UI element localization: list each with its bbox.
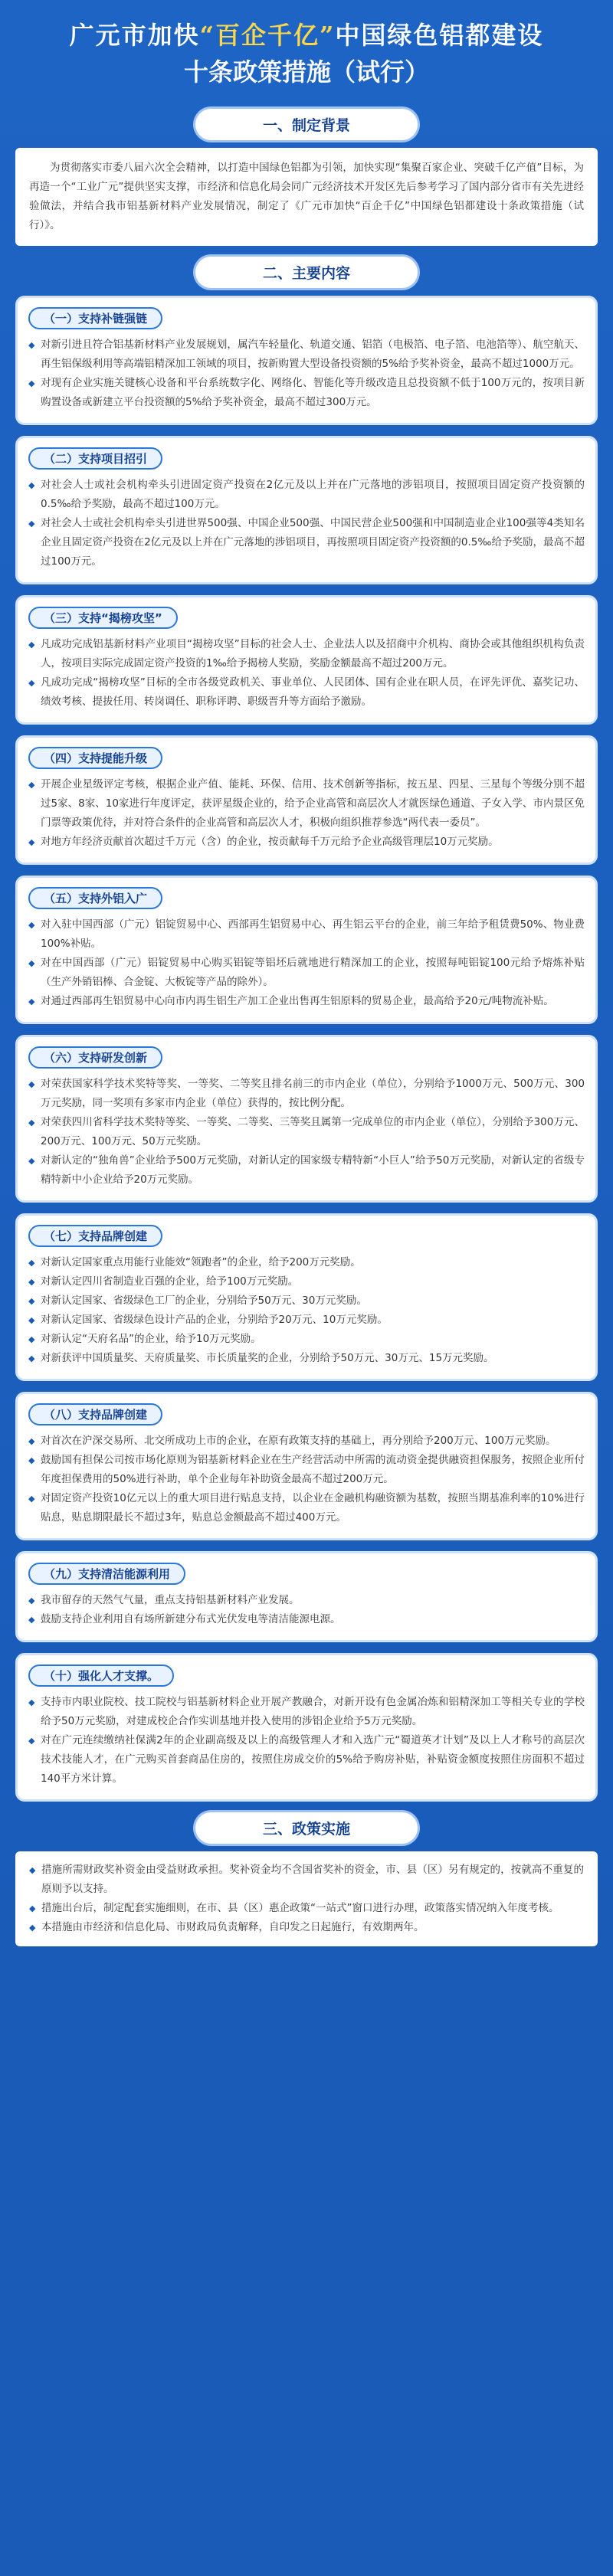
subsection-title: （九）支持清洁能源利用 bbox=[28, 1563, 185, 1585]
policy-item: ◆ 支持市内职业院校、技工院校与铝基新材料企业开展产教融合，对新开设有色金属冶炼和铝精深加工等相关专业的学校给予50万元奖励，对建成校企合作实训基地并投入使用的涉铝企业给予5万元奖励。 bbox=[28, 1693, 585, 1731]
policy-item: ◆ 对新认定国家重点用能行业能效“领跑者”的企业，给予200万元奖励。 bbox=[28, 1253, 585, 1272]
subsection-card bbox=[15, 876, 598, 1024]
policy-item: ◆ 鼓励支持企业利用自有场所新建分布式光伏发电等清洁能源电源。 bbox=[28, 1610, 585, 1629]
subsection-card bbox=[15, 595, 598, 725]
subsection-card bbox=[15, 1551, 598, 1642]
policy-card bbox=[15, 1851, 598, 1946]
policy-item: ◆ 对地方年经济贡献首次超过千万元（含）的企业，按贡献每千万元给予企业高级管理层10万元奖励。 bbox=[28, 833, 585, 852]
implementation-item: ◆ 措施所需财政奖补资金由受益财政承担。奖补资金均不含国省奖补的资金，市、县（区）另有规定的，按就高不重复的原则予以支持。 bbox=[29, 1861, 584, 1899]
policy-item: ◆ 我市留存的天然气气量，重点支持铝基新材料产业发展。 bbox=[28, 1591, 585, 1610]
subsection-title: （八）支持品牌创建 bbox=[28, 1403, 162, 1425]
policy-item: ◆ 对现有企业实施关键核心设备和平台系统数字化、网络化、智能化等升级改造且总投资额不低于100万元的，按项目新购置设备或新建立平台投资额的5%给予奖补资金，最高不超过300万元。 bbox=[28, 374, 585, 412]
page-title-line2: 十条政策措施（试行） bbox=[183, 57, 429, 87]
subsection-title: （二）支持项目招引 bbox=[28, 447, 162, 470]
section-background-heading: 一、制定背景 bbox=[195, 109, 418, 140]
policy-item: ◆ 对新获评中国质量奖、天府质量奖、市长质量奖的企业，分别给予50万元、30万元、15万元奖励。 bbox=[28, 1349, 585, 1368]
policy-item: ◆ 对社会人士或社会机构牵头引进世界500强、中国企业500强、中国民营企业500强和中国制造业企业100强等4类知名企业且固定资产投资在2亿元及以上并在广元落地的涉铝项目，再按照项目固定资产投资额的0.5‰给予奖励，最高不超过100万元。 bbox=[28, 514, 585, 571]
subsection-title: （十）强化人才支撑。 bbox=[28, 1664, 174, 1687]
policy-item: ◆ 开展企业星级评定考核，根据企业产值、能耗、环保、信用、技术创新等指标，按五星、四星、三星每个等级分别不超过5家、8家、10家进行年度评定，获评星级企业的，给予企业高管和高层次人才就医绿色通道、子女入学、市内景区免门票等政策优待，并对符合条件的企业高管和高层次人才，积极向组织推荐参选“两代表一委员”。 bbox=[28, 775, 585, 833]
policy-item: ◆ 凡成功完成铝基新材料产业项目“揭榜攻坚”目标的社会人士、企业法人以及招商中介机构、商协会或其他组织机构负责人，按项目实际完成固定资产投资的1‰给予揭榜人奖励，奖励金额最高不超过200万元。 bbox=[28, 635, 585, 673]
policy-item: ◆ 对新认定国家、省级绿色工厂的企业，分别给予50万元、30万元奖励。 bbox=[28, 1291, 585, 1311]
subsection-card bbox=[15, 1392, 598, 1540]
implementation-item: ◆ 本措施由市经济和信息化局、市财政局负责解释，自印发之日起施行，有效期两年。 bbox=[29, 1918, 584, 1937]
subsection-list bbox=[0, 296, 613, 1802]
subsection-title: （七）支持品牌创建 bbox=[28, 1225, 162, 1247]
policy-item: ◆ 对荣获四川省科学技术奖特等奖、一等奖、二等奖、三等奖且属第一完成单位的市内企业（单位），分别给予300万元、200万元、100万元、50万元奖励。 bbox=[28, 1113, 585, 1151]
subsection-card bbox=[15, 1035, 598, 1203]
title-pre: 广元市加快 bbox=[69, 21, 200, 50]
policy-item: ◆ 对固定资产投资10亿元以上的重大项目进行贴息支持，以企业在金融机构融资额为基数，按照当期基准利率的10%进行贴息，贴息期限最长不超过3年，贴息总金额最高不超过400万元。 bbox=[28, 1489, 585, 1527]
policy-item: ◆ 对社会人士或社会机构牵头引进固定资产投资在2亿元及以上并在广元落地的涉铝项目，按照项目固定资产投资额的0.5‰给予奖励，最高不超过100万元。 bbox=[28, 476, 585, 514]
implementation-item: ◆ 措施出台后，制定配套实施细则，在市、县（区）惠企政策“一站式”窗口进行办理，政策落实情况纳入年度考核。 bbox=[29, 1899, 584, 1918]
subsection-title: （六）支持研发创新 bbox=[28, 1046, 162, 1069]
page-title-line1 bbox=[15, 17, 598, 54]
policy-item: ◆ 对入驻中国西部（广元）铝锭贸易中心、西部再生铝贸易中心、再生铝云平台的企业，前三年给予租赁费50%、物业费100%补贴。 bbox=[28, 915, 585, 954]
policy-item: ◆ 对新认定国家、省级绿色设计产品的企业，分别给予20万元、10万元奖励。 bbox=[28, 1311, 585, 1330]
subsection-title: （四）支持提能升级 bbox=[28, 747, 162, 769]
title-quote: “百企千亿” bbox=[199, 21, 336, 50]
title-post: 中国绿色铝都建设 bbox=[335, 21, 544, 50]
policy-item: ◆ 对在广元连续缴纳社保满2年的企业副高级及以上的高级管理人才和入选广元“蜀道英才计划”及以上人才称号的高层次技术技能人才，在广元购买首套商品住房的，按照住房成交价的5%给予购房补贴，补贴资金额度按照住房面积不超过140平方米计算。 bbox=[28, 1731, 585, 1789]
subsection-title: （三）支持“揭榜攻坚” bbox=[28, 607, 178, 629]
policy-item: ◆ 鼓励国有担保公司按市场化原则为铝基新材料企业在生产经营活动中所需的流动资金提供融资担保服务，按照企业所付年度担保费用的50%进行补助，单个企业每年补助资金最高不超过200万元。 bbox=[28, 1451, 585, 1489]
policy-item: ◆ 对新认定四川省制造业百强的企业，给予100万元奖励。 bbox=[28, 1272, 585, 1291]
intro-paragraph: 为贯彻落实市委八届六次全会精神，以打造中国绿色铝都为引领，加快实现“集聚百家企业、突破千亿产值”目标，为再造一个“工业广元”提供坚实支撑，市经济和信息化局会同广元经济技术开发区先后参考学习了国内部分省市有关先进经验做法，并结合我市铝基新材料产业发展情况，制定了《广元市加快“百企千亿”中国绿色铝都建设十条政策措施（试行）》。 bbox=[15, 148, 598, 246]
title-block bbox=[0, 0, 613, 98]
policy-item: ◆ 对新认定“天府名品”的企业，给予10万元奖励。 bbox=[28, 1330, 585, 1349]
subsection-title: （五）支持外铝入广 bbox=[28, 887, 162, 909]
subsection-card bbox=[15, 296, 598, 425]
subsection-card bbox=[15, 735, 598, 865]
section-main-heading: 二、主要内容 bbox=[195, 257, 418, 288]
policy-item: ◆ 对新认定的“独角兽”企业给予500万元奖励，对新认定的国家级专精特新“小巨人”给予50万元奖励，对新认定的省级专精特新中小企业给予20万元奖励。 bbox=[28, 1151, 585, 1190]
section-policy-heading: 三、政策实施 bbox=[195, 1812, 418, 1844]
policy-item: ◆ 对新引进且符合铝基新材料产业发展规划，属汽车轻量化、轨道交通、铝箔（电极箔、电子箔、电池箔等）、航空航天、再生铝保级利用等高端铝精深加工领域的项目，按新购置大型设备投资额的5%给予奖补资金，最高不超过1000万元。 bbox=[28, 336, 585, 374]
subsection-card bbox=[15, 436, 598, 584]
policy-item: ◆ 对荣获国家科学技术奖特等奖、一等奖、二等奖且排名前三的市内企业（单位），分别给予1000万元、500万元、300万元奖励，同一奖项有多家市内企业（单位）获得的，按比例分配。 bbox=[28, 1075, 585, 1113]
subsection-title: （一）支持补链强链 bbox=[28, 307, 162, 329]
subsection-card bbox=[15, 1213, 598, 1381]
policy-item: ◆ 对在中国西部（广元）铝锭贸易中心购买铝锭等铝坯后就地进行精深加工的企业，按照每吨铝锭100元给予熔炼补贴（生产外销铝棒、合金锭、大板锭等产品的除外）。 bbox=[28, 954, 585, 992]
policy-item: ◆ 凡成功完成“揭榜攻坚”目标的全市各级党政机关、事业单位、人民团体、国有企业在职人员，在评先评优、嘉奖记功、绩效考核、提拔任用、转岗调任、职称评聘、职级晋升等方面给予激励。 bbox=[28, 673, 585, 712]
policy-item: ◆ 对通过西部再生铝贸易中心向市内再生铝生产加工企业出售再生铝原料的贸易企业，最高给予20元/吨物流补贴。 bbox=[28, 992, 585, 1011]
policy-item: ◆ 对首次在沪深交易所、北交所成功上市的企业，在原有政策支持的基础上，再分别给予200万元、100万元奖励。 bbox=[28, 1432, 585, 1451]
subsection-card bbox=[15, 1653, 598, 1802]
